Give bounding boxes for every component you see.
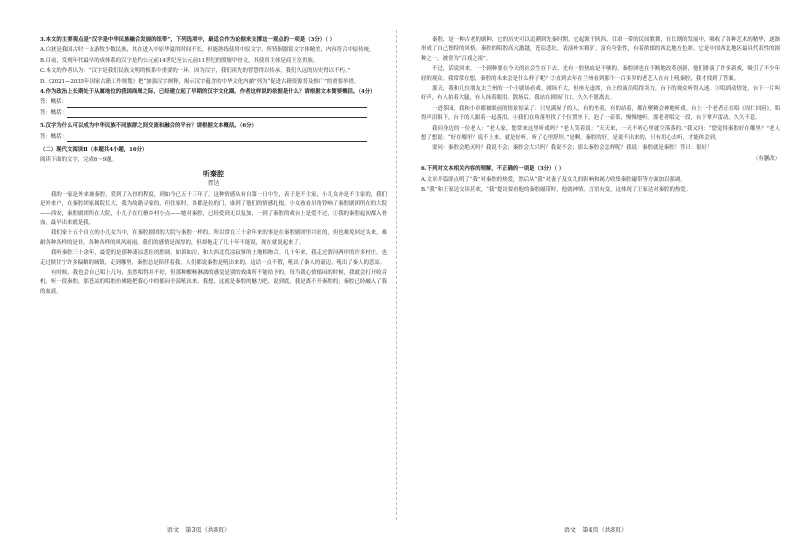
q4-answer-line-2: [40, 109, 387, 118]
q6-option-b: B.“我”和王家达交谈甚欢，“我”提出要看他的秦腔磁带时，他就神情、言语有变，这体现了王家达对秦腔的热爱。: [421, 187, 692, 194]
article-paragraph: 我问身边的一位老人：“老人家，您常来这里听戏吗？”老人笑着说：“天天来，一天不听心里就空落落的。”我又问：“您觉得秦腔好在哪里？”老人想了想说：“好在哪里？说不上来，就是好听，听了心里舒坦。”是啊，秦腔的好，是说不出来的，只有用心去听，才能体会到。: [421, 125, 780, 142]
q4-answer-label-1: 答：概括：: [40, 99, 67, 106]
q5-answer-label: 答：概括：: [40, 133, 67, 140]
article-paragraph: 秦腔，是一种古老的剧种，它的历史可以追溯到先秦时期。它起源于陕西、甘肃一带的民间歌舞，在长期的发展中，吸收了各种艺术的精华，逐渐形成了自己独特的风格。秦腔的唱腔高亢激越，苍凉悲壮，表演朴实粗犷，富有夸张性，有着浓郁的西北地方色彩。它是中国西北地区最具代表性的剧种之一，被誉为“百戏之祖”。: [421, 37, 780, 62]
page-footer-right: 语文 第4页（共8页）: [563, 527, 628, 534]
article-paragraph: 那天，我和几位朋友去兰州的一个小剧场看戏。剧场不大，但座无虚席，台上的演员唱得卖力，台下的观众听得入迷。③唱到动情处，台下一片叫好声，有人拍着大腿，有人抹着眼泪。散场后，我站在剧场门口，久久不愿离去。: [421, 86, 780, 102]
article-paragraph: 一进茶园，我和小章都被眼前的情景惊呆了：只见满屋子的人，有的坐着，有的站着，都在聚精会神地听戏。台上一个老者正在唱《周仁回府》，唱得声泪俱下，台下的人跟着一起落泪。④我们在角落里找了个位置坐下，泡了一壶茶，慢慢地听。那老者唱完一段，台下掌声雷动，久久不息。: [421, 105, 780, 122]
answer-line: [67, 135, 367, 142]
page-footer-left: 语文 第3页（共8页）: [166, 527, 231, 534]
question-4-stem: 4.作为政治上长期处于从属地位的我国商周之际，已经建立起了早期的汉字文化圈。作者这样说的依据是什么？请根据文本简要概括。（4分）: [40, 89, 376, 96]
answer-line: [67, 101, 367, 108]
q3-option-b: B.目前，发现年代最早的成体系的汉字是约公元前14世纪至公元前11世纪的殷墟甲骨文，其使用主体是商王室贵族。: [40, 57, 319, 64]
q4-answer-label-2: 答：概括：: [40, 109, 67, 116]
article-paragraph: 不过，话说回来，一个剧种要在今天的社会生存下去，光有一腔热血是不够的。秦腔团也在不断地改革创新，他们排演了许多新戏，吸引了不少年轻的观众。我常常在想，秦腔的未来会是什么样子呢？②直到去年在兰州看到那个一百多岁的老艺人在台上吼秦腔，我才找到了答案。: [421, 66, 780, 82]
question-6-stem: 6.下列对文本相关内容的理解，不正确的一项是（3分）（ ）: [421, 166, 565, 173]
article-paragraph: 我的一家是外来兼秦腔，爱到了入骨的程度，到如今已五十三年了，这种情感从有自第一日中生，表子是不主家，小儿女亦是不主家的，我们是外来户，在秦腔团家属院长大，我为故籍寻家的，但住家时，各都是拉的门，谁到了他们的情感扎根，小女孩看吊角铃响了秦腔剧团所在的大院——西安，秦腔剧团所在大院，小儿子在红檀乡村小点——她对秦腔，已经爱到无以复加，一到了秦腔的戏台上是爱不过，①我的秦腔起初都入骨血，最早出来就是我。: [40, 191, 387, 226]
article-paragraph: 我听秦腔三十余年，最爱的是那种凄凉悲壮的腔调，如诉如泣，和大西北荒凉寂寥的土地相吻合。几十年来，我走过渭河两岸的许多村庄，也走过陕甘宁许多偏僻的城镇，走到哪里，秦腔总是陪伴着我。人们都说秦腔是吼出来的，这话一点不假，吼出了秦人的豪迈，吼出了秦人的悲凉。: [40, 250, 387, 266]
question-3-stem: 3.本文的主要观点是“汉字是中华民族融合发展的纽带”，下列选项中，最适合作为论据来支撑这一观点的一项是（3分）（ ）: [40, 37, 336, 43]
reading-instruction: 阅读下面的文字，完成6～9题。: [40, 157, 117, 164]
right-page: [397, 0, 794, 550]
q3-option-c: C.本文的作者认为：“汉字是我们民族文明的根系中重要的一环。因为汉字，我们祖先的智慧得以传承，我们久远的历史得以不朽。”: [40, 68, 351, 75]
section-heading: （二）现代文阅读Ⅱ（本题共4小题，16分）: [40, 147, 148, 154]
article-paragraph: 我们家十五个自立的小儿女当中，在秦腔剧团的大院与秦腔一样的，所以常在三十余年来的事是在秦腔剧团里兴旺的，但也难免回过头来，难耐各种各样的是非，各种各样的风风雨雨，我们的感情是深厚的，但却拖走了几十年不能说，现在就说起来了。: [40, 230, 387, 246]
article-paragraph: 要问：秦腔会绝灭吗？我说不会；秦腔会大兴吗？我说不会；那么秦腔会怎样呢？我说：秦腔就是秦腔！答曰：很好！: [432, 145, 713, 152]
source-note: （有删改）: [753, 155, 780, 162]
article-title: 听秦腔: [203, 168, 224, 178]
q4-answer-line-1: [40, 98, 387, 107]
question-5-stem: 5.汉字为什么可以成为中华民族不同族群之间交流和融合的平台？请根据文本概括。（6分）: [40, 123, 257, 130]
article-author: 胥达: [207, 180, 220, 188]
q3-option-d: D.《2021—2035年国家古籍工作规划》把“加强汉字阐释，揭示汉字蕴含的中华文化内涵”列为“促进古籍资源普及推广”的重要举措。: [40, 78, 360, 85]
q6-option-a: A.文章开篇即点明了“我”对秦腔的热爱，然后从“我”对妻子及女儿的影响和竭力收集秦腔磁带等方面加以强调。: [421, 176, 686, 183]
answer-line: [67, 111, 367, 118]
q3-option-a: A.白狄是我国古时一支游牧少数民族，其在进入中原华夏的时间不长，但能熟练使用中原文字，所铸铜器铭文字体精美，内容符合中原传统。: [40, 47, 375, 54]
article-paragraph: 有时候，我也会自己唱上几句，虽然唱得并不好，但那种酣畅淋漓的感觉是别的戏曲所不能给予的。每当我心情郁闷的时候，我就会打开收音机，听一段秦腔，那苍凉的唱腔仿佛能把我心中的郁闷全部吼出来。我想，这就是秦腔的魅力吧。说到底，我是离不开秦腔的，秦腔已经融入了我的血液。: [40, 269, 387, 295]
q5-answer-line: [40, 133, 387, 142]
